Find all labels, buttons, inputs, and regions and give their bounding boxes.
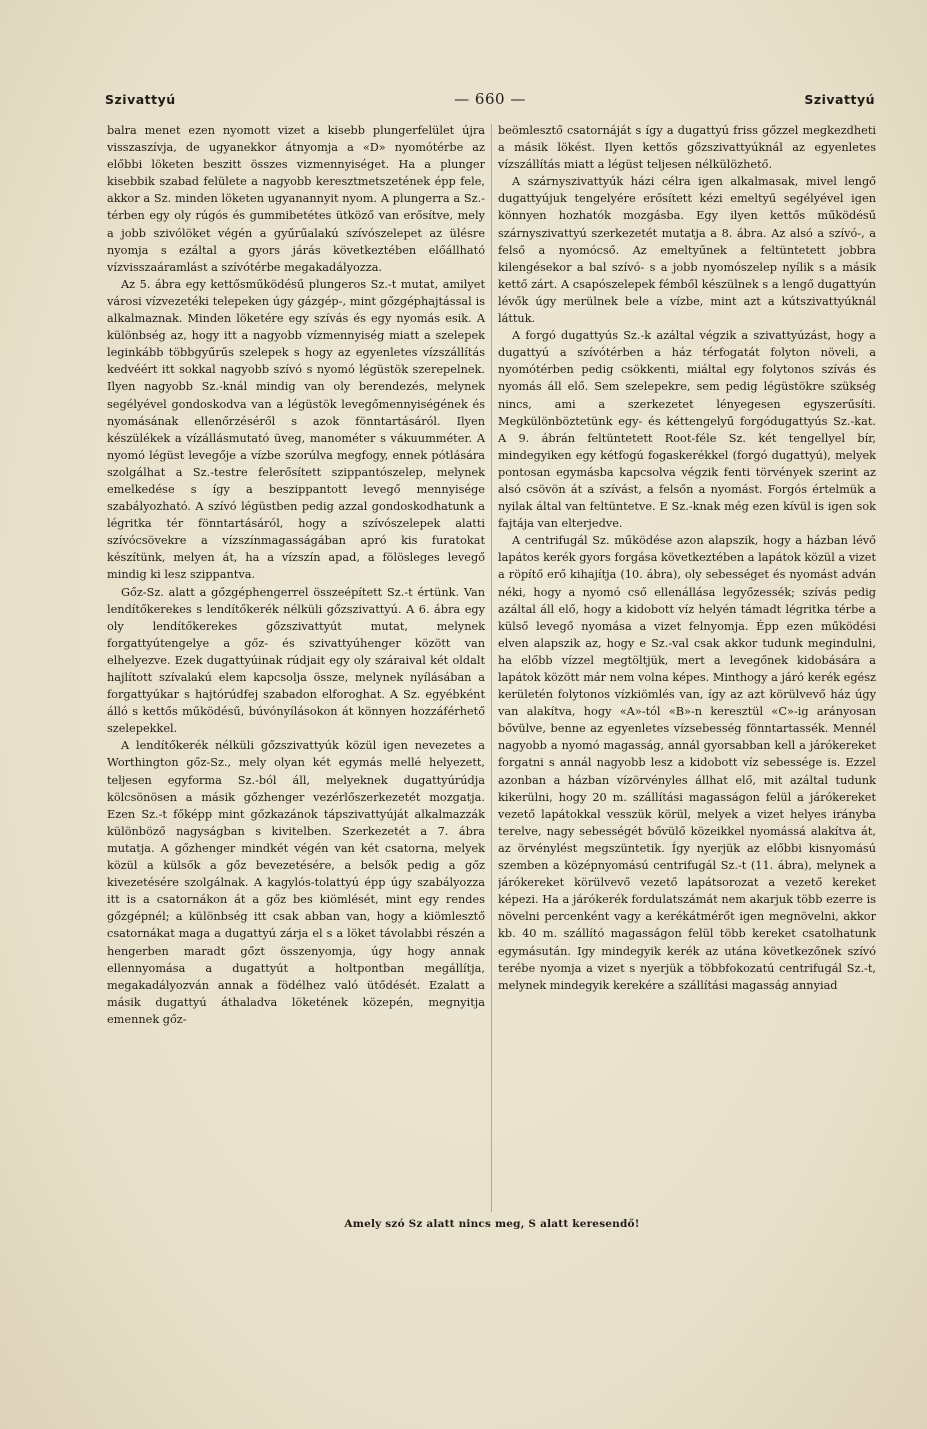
paragraph: A lendítőkerék nélküli gőzszivattyúk közül igen nevezetes a Worthington gőz-Sz., mely olyan két egymás mellé helyezett, teljesen egyforma Sz.-ból áll, melyeknek dugattyúrúdja kölcsönösen a másik gőzhenger vezérlőszerkezetét mozgatja. Ezen Sz.-t főképp mint gőzkazánok tápszivattyúját alkalmazzák különböző nagyságban s kivitelben. Szerkezetét a 7. ábra mutatja. A gőzhenger mindkét végén van két csatorna, melyek közül a külsők a gőz bevezetésére, a belsők pedig a gőz kivezetésére szolgálnak. A kagylós-tolattyú épp úgy szabályozza itt is a csatornákon át a gőz bes kiömlését, mint egy rendes gőzgépnél; a különbség itt csak abban van, hogy a kiömlesztő csatornákat maga a dugattyú zárja el s a löket távolabbi részén a hengerben maradt gőzt összenyomja, úgy hogy annak ellennyomása a dugattyút a holtpontban megállítja, megakadályozván annak a födélhez való ütődését. Ezalatt a másik dugattyú áthaladva löketének közepén, megnyitja emennek gőz- xyxy=(107,739,485,1026)
header-right-title: Szivattyú xyxy=(804,92,875,107)
paragraph: beömlesztő csatornáját s így a dugattyú friss gőzzel megkezdheti a másik lökést. Ilyen kettős gőzszivattyúknál az egyenletes vízszállítás miatt a légüst teljesen nélkülözhető. xyxy=(498,124,876,172)
paragraph: A forgó dugattyús Sz.-k azáltal végzik a szivattyúzást, hogy a dugattyú a szívótérben a ház térfogatát folyton növeli, a nyomótérben pedig csökkenti, miáltal egy folytonos szívás és nyomás áll elő. Sem szelepekre, sem pedig légüstökre szükség nincs, ami a szerkezetet lényegesen egyszerűsíti. Megkülönböztetünk egy- és kéttengelyű forgódugattyús Sz.-kat. A 9. ábrán feltüntetett Root-féle Sz. két tengellyel bír, mindegyiken egy kétfogú fogaskerékkel (forgó dugattyú), melyek pontosan egymásba kapcsolva végzik fenti törvények szerint az alsó csövön át a szívást, a felsőn a nyomást. Forgós értelmük a nyilak által van feltüntetve. E Sz.-knak még ezen kívül is igen sok fajtája van elterjedve. xyxy=(498,329,876,531)
paragraph: Az 5. ábra egy kettősműködésű plungeros Sz.-t mutat, amilyet városi vízvezetéki telepeken úgy gázgép-, mint gőzgéphajtással is alkalmaznak. Minden löketére egy szívás és egy nyomás esik. A különbség az, hogy itt a nagyobb vízmennyiség miatt a szelepek leginkább többgyűrűs szelepek s hogy az egyenletes vízszállítás kedvéért itt sokkal nagyobb szívó s nyomó légüstök szerepelnek. Ilyen nagyobb Sz.-knál mindig van oly berendezés, melynek segélyével gondoskodva van a légüstök levegőmennyiségének és nyomásának ellenőrzéséről s azok fönntartásáról. Ilyen készülékek a vízállásmutató üveg, manométer s vákuumméter. A nyomó légüst levegője a vízbe szorúlva megfogy, ennek pótlására szolgálhat a Sz.-testre felerősített szippantószelep, melynek emelkedése s így a beszippantott levegő mennyisége szabályozható. A szívó légüstben pedig azzal gondoskodhatunk a légritka tér fönntartásáról, hogy a szívószelepek alatti szívócsövekre a vízszínmagasságában apró kis furatokat készítünk, melyen át, ha a vízszín apad, a fölösleges levegő mindig ki lesz szippantva. xyxy=(107,277,485,582)
running-header xyxy=(105,90,875,112)
right-text-column xyxy=(498,122,876,1208)
header-left-title: Szivattyú xyxy=(105,92,176,107)
column-divider xyxy=(491,124,492,1212)
paragraph: A centrifugál Sz. működése azon alapszik, hogy a házban lévő lapátos kerék gyors forgása következtében a lapátok közül a vizet a röpítő erő kihajítja (10. ábra), oly sebességet és nyomást adván néki, hogy a nyomó cső ellenállása legyőzessék; szívás pedig azáltal áll elő, hogy a kidobott víz helyén támadt légritka térbe a külső levegő nyomása a vizet felnyomja. Épp ezen működési elven alapszik az, hogy e Sz.-val csak akkor tudunk megindulni, ha előbb vízzel megtöltjük, mert a levegőnek kidobására a lapátok között már nem volna képes. Minthogy a járó kerék egész kerületén folytonos vízkiömlés van, így az azt körülvevő ház úgy van alakítva, hogy «A»-tól «B»-n keresztül «C»-ig arányosan bővülve, benne az egyenletes vízsebesség fönntartassék. Mennél nagyobb a nyomó magasság, annál gyorsabban kell a járókereket forgatni s annál nagyobb lesz a kidobott víz sebessége is. Ezzel azonban a házban vízörvényles állhat elő, mit azáltal tudunk kikerülni, hogy 20 m. szállítási magasságon felül a járókereket vezető lapátokkal vesszük körül, melyek a vizet helyes irányba terelve, nagy sebességét bővülő közeikkel nyomássá alakítva át, az örvénylést megszüntetik. Így nyerjük az előbbi kisnyomású szemben a középnyomású centrifugál Sz.-t (11. ábra), melynek a járókereket körülvevő vezető lapátsorozat a vezető kereket képezi. Ha a járókerék fordulatszámát nem akarjuk több ezerre is növelni percenként vagy a kerékátmérőt igen megnövelni, akkor kb. 40 m. szállító magasságon felül több kereket csatolhatunk egymásután. Igy mindegyik kerék az utána következőnek szívó terébe nyomja a vizet s nyerjük a többfokozatú centrifugál Sz.-t, melynek mindegyik kerekére a szállítási magasság annyiad xyxy=(498,534,876,992)
left-text-column xyxy=(107,122,485,1208)
page-number: — 660 — xyxy=(454,90,526,108)
paragraph: A szárnyszivattyúk házi célra igen alkalmasak, mivel lengő dugattyújuk tengelyére erősített kézi emeltyű segélyével igen könnyen hozhatók mozgásba. Egy ilyen kettős működésű szárnyszivattyú szerkezetét mutatja a 8. ábra. Az alsó a szívó-, a felső a nyomócső. Az emeltyűnek a feltüntetett jobbra kilengésekor a bal szívó- s a jobb nyomószelep nyílik s a másik kettő zárt. A csapószelepek fémből készülnek s a lengő dugattyún lévők úgy merülnek bele a vízbe, mint azt a kútszivattyúknál láttuk. xyxy=(498,175,876,326)
paragraph: balra menet ezen nyomott vizet a kisebb plungerfelület újra visszaszívja, de ugyanekkor átnyomja a «D» nyomótérbe az előbbi löketen beszitt összes vizmennyiséget. Ha a plunger kisebbik szabad felülete a nagyobb keresztmetszetének épp fele, akkor a Sz. minden löketen ugyanannyit nyom. A plungerra a Sz.-térben egy oly rúgós és gummibetétes ütköző van erősítve, mely a jobb szivólöket végén a gyűrűalakú szívószelepet az ülésre nyomja s ezáltal a gyors járás következtében előállható vízvisszaáramlást a szívótérbe megakadályozza. xyxy=(107,124,485,274)
paragraph: Gőz-Sz. alatt a gőzgéphengerrel összeépített Sz.-t értünk. Van lendítőkerekes s lendítőkerék nélküli gőzszivattyú. A 6. ábra egy oly lendítőkerekes gőzszivattyút mutat, melynek forgattyútengelye a gőz- és szivattyúhenger között van elhelyezve. Ezek dugattyúinak rúdjait egy oly száraival két oldalt hajlított szívalakú elem kapcsolja össze, melynek nyílásában a forgattyúkar s hajtórúdfej szabadon elforoghat. A Sz. egyébként álló s kettős működésű, búvónyílásokon át könnyen hozzáférhető szelepekkel. xyxy=(107,585,485,736)
footer-note: Amely szó Sz alatt nincs meg, S alatt keresendő! xyxy=(344,1218,640,1230)
